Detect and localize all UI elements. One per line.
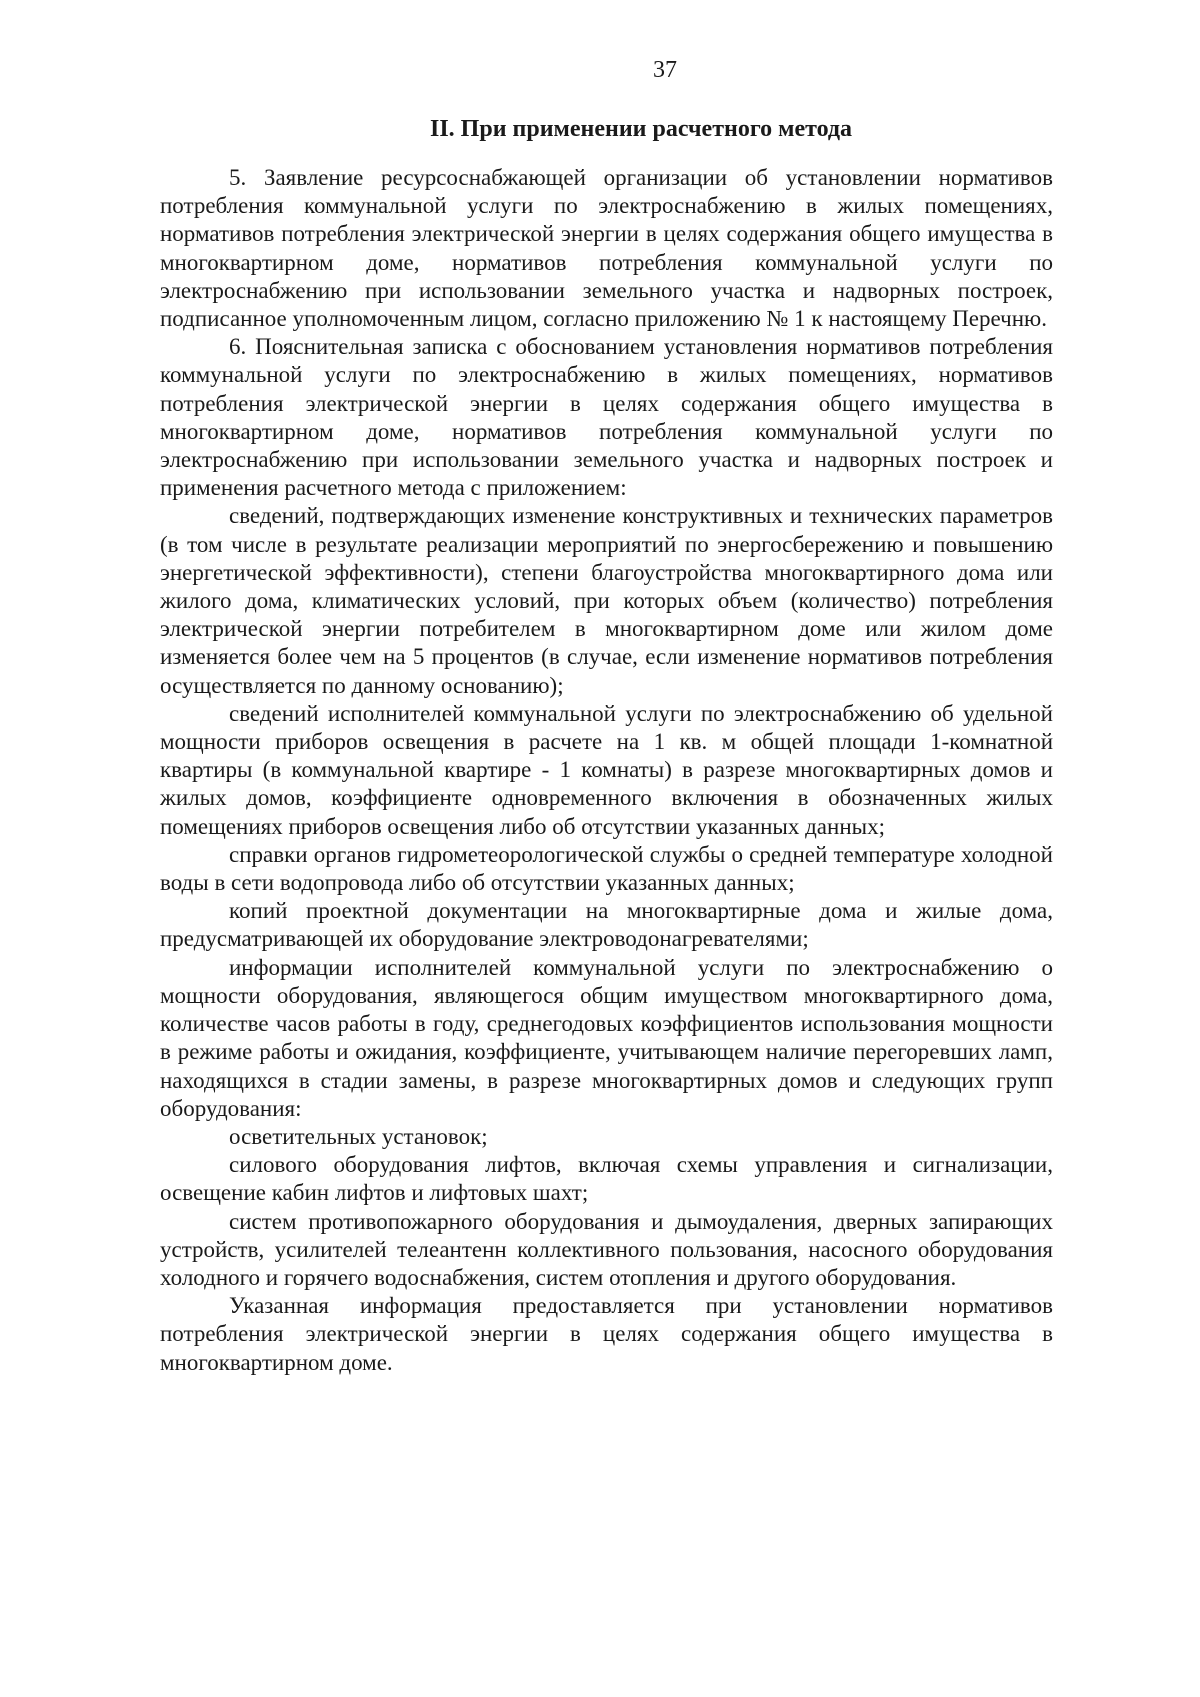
paragraph-lighting-installations: осветительных установок; [229,1123,488,1149]
paragraph-item-6: 6. Пояснительная записка с обоснованием установления нормативов потребления коммунальной услуги по электроснабжению в жилых помещениях, нормативов потребления электрической энергии в целях содержания общего имущества в многоквартирном доме, нормативов потребления коммунальной услуги по электроснабжению при использовании земельного участка и надворных построек и применения расчетного метода с приложением: [160,334,1053,501]
paragraph-water-temperature: справки органов гидрометеорологической службы о средней температуре холодной воды в сети водопровода либо об отсутствии указанных данных; [160,841,1053,896]
page-number: 37 [653,57,677,83]
paragraph-elevator-equipment: силового оборудования лифтов, включая схемы управления и сигнализации, освещение кабин лифтов и лифтовых шахт; [160,1152,1053,1206]
paragraph-item-5: 5. Заявление ресурсоснабжающей организации об установлении нормативов потребления коммунальной услуги по электроснабжению в жилых помещениях, нормативов потребления электрической энергии в целях содержания общего имущества в многоквартирном доме, нормативов потребления коммунальной услуги по электроснабжению при использовании земельного участка и надворных построек, подписанное уполномоченным лицом, согласно приложению № 1 к настоящему Перечню. [160,165,1053,332]
paragraph-equipment-power: информации исполнителей коммунальной услуги по электроснабжению о мощности оборудования, являющегося общим имуществом многоквартирного дома, количестве часов работы в году, среднегодовых коэффициентов использования мощности в режиме работы и ожидания, коэффициенте, учитывающем наличие перегоревших ламп, находящихся в стадии замены, в разрезе многоквартирных домов и следующих групп оборудования: [160,954,1053,1121]
paragraph-fire-safety-systems: систем противопожарного оборудования и дымоудаления, дверных запирающих устройств, усилителей телеантенн коллективного пользования, насосного оборудования холодного и горячего водоснабжения, систем отопления и другого оборудования. [160,1208,1053,1290]
section-heading: II. При применении расчетного метода [430,116,853,142]
paragraph-project-documentation: копий проектной документации на многоквартирные дома и жилые дома, предусматривающей их оборудование электроводонагревателями; [160,898,1053,952]
paragraph-lighting-power: сведений исполнителей коммунальной услуги по электроснабжению об удельной мощности приборов освещения в расчете на 1 кв. м общей площади 1-комнатной квартиры (в коммунальной квартире - 1 комнаты) в разрезе многоквартирных домов и жилых домов, коэффициенте одновременного включения в обозначенных жилых помещениях приборов освещения либо об отсутствии указанных данных; [160,700,1053,839]
paragraph-information-note: Указанная информация предоставляется при установлении нормативов потребления электрической энергии в целях содержания общего имущества в многоквартирном доме. [160,1293,1053,1375]
document-body [160,164,1053,1377]
paragraph-design-parameters: сведений, подтверждающих изменение конструктивных и технических параметров (в том числе в результате реализации мероприятий по энергосбережению и повышению энергетической эффективности), степени благоустройства многоквартирного дома или жилого дома, климатических условий, при которых объем (количество) потребления электрической энергии потребителем в многоквартирном доме или жилом доме изменяется более чем на 5 процентов (в случае, если изменение нормативов потребления осуществляется по данному основанию); [160,503,1053,698]
